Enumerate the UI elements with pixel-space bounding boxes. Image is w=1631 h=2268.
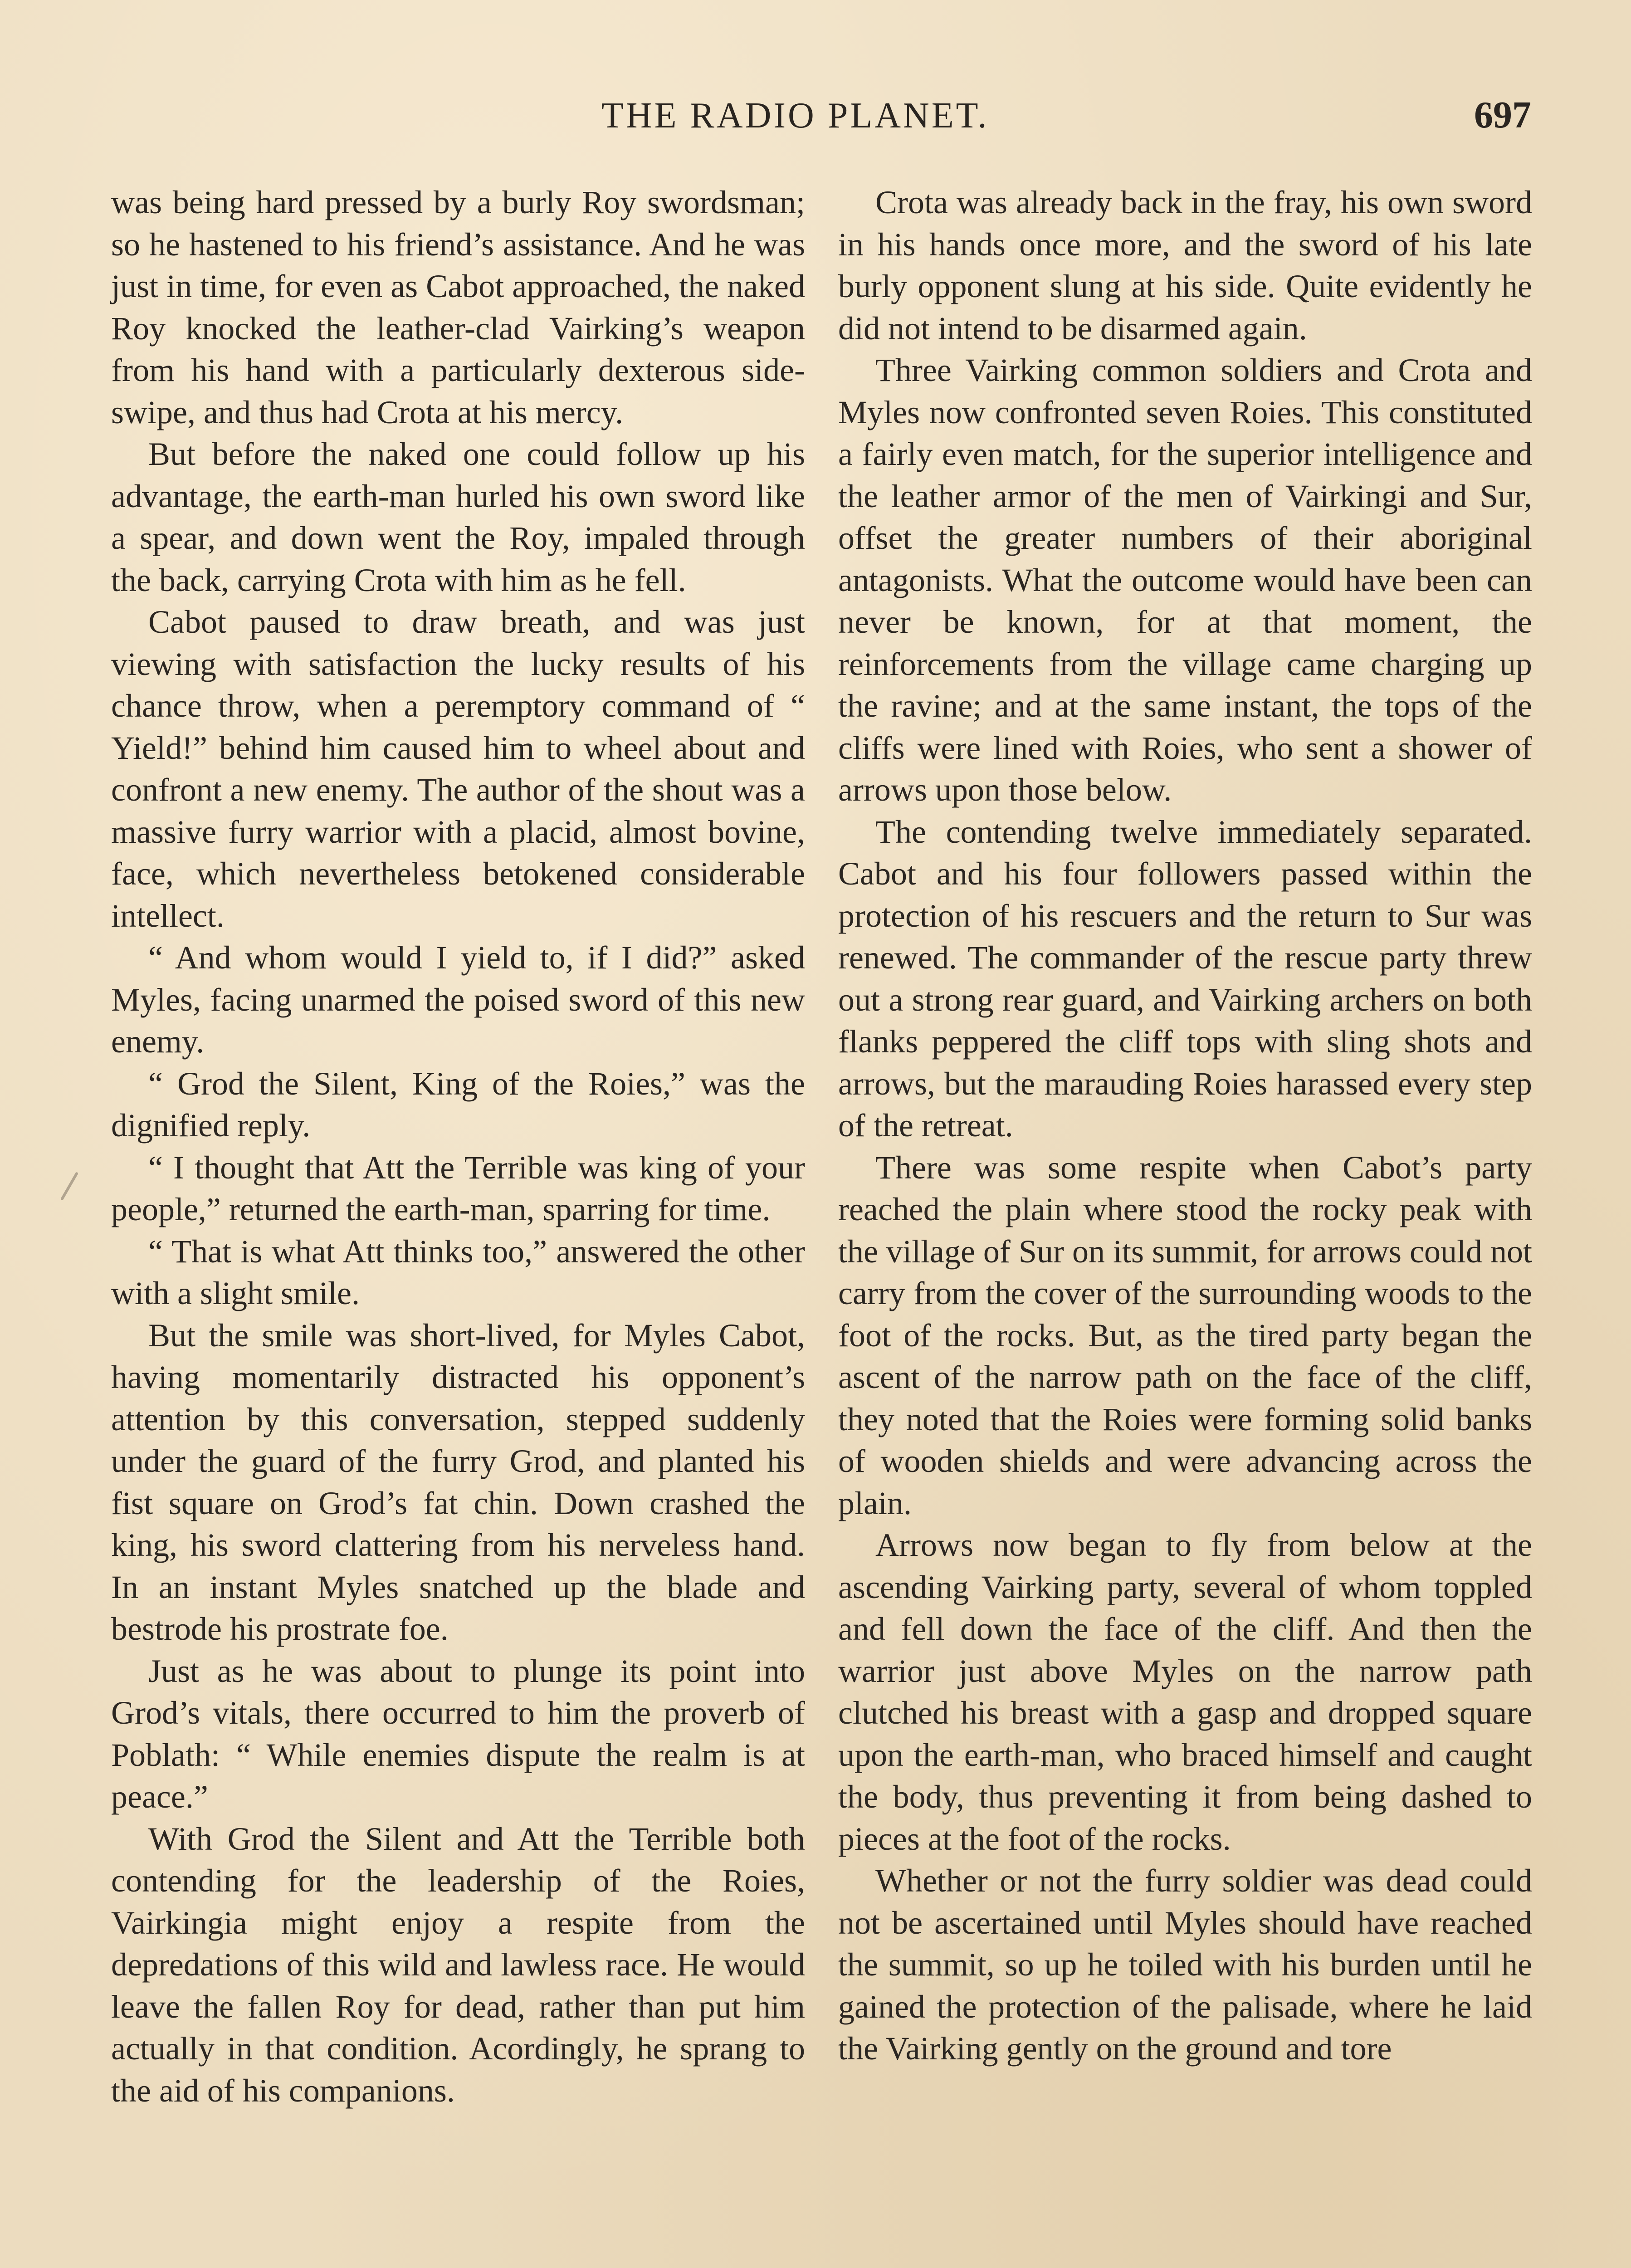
paragraph: Cabot paused to draw breath, and was just viewing with satisfaction the lucky results of his chance throw, when a peremptory command of “ Yield!” behind him caused him to wheel about and confront a new enemy. The author of the shout was a massive furry warrior with a placid, almost bovine, face, which nevertheless betokened considerable intellect. bbox=[111, 604, 805, 934]
paragraph: “ That is what Att thinks too,” answered the other with a slight smile. bbox=[111, 1233, 805, 1311]
paragraph: Crota was already back in the fray, his own sword in his hands once more, and the sword of his late burly opponent slung at his side. Quite evidently he did not intend to be disarmed again. bbox=[838, 184, 1532, 347]
left-text-column bbox=[111, 181, 805, 2112]
paragraph: But before the naked one could follow up his advantage, the earth-man hurled his own sword like a spear, and down went the Roy, impaled through the back, carrying Crota with him as he fell. bbox=[111, 436, 805, 598]
paragraph: There was some respite when Cabot’s party reached the plain where stood the rocky peak with the village of Sur on its summit, for arrows could not carry from the cover of the surrounding woods to the foot of the rocks. But, as the tired party began the ascent of the narrow path on the face of the cliff, they noted that the Roies were forming solid banks of wooden shields and were advancing across the plain. bbox=[838, 1149, 1532, 1521]
ink-smudge bbox=[60, 1172, 78, 1201]
paragraph: Just as he was about to plunge its point into Grod’s vitals, there occurred to him the proverb of Poblath: “ While enemies dispute the realm is at peace.” bbox=[111, 1652, 805, 1815]
paragraph: The contending twelve immediately separated. Cabot and his four followers passed within the protection of his rescuers and the return to Sur was renewed. The commander of the rescue party threw out a strong rear guard, and Vairking archers on both flanks peppered the cliff tops with sling shots and arrows, but the marauding Roies harassed every step of the retreat. bbox=[838, 813, 1532, 1144]
paragraph: Whether or not the furry soldier was dead could not be ascertained until Myles should have reached the summit, so up he toiled with his burden until he gained the protection of the palisade, where he laid the Vairking gently on the ground and tore bbox=[838, 1862, 1532, 2067]
paragraph: But the smile was short-lived, for Myles Cabot, having momentarily distracted his opponent’s attention by this conversation, stepped suddenly under the guard of the furry Grod, and planted his fist square on Grod’s fat chin. Down crashed the king, his sword clattering from his nerveless hand. In an instant Myles snatched up the blade and bestrode his prostrate foe. bbox=[111, 1317, 805, 1647]
paragraph: “ And whom would I yield to, if I did?” asked Myles, facing unarmed the poised sword of this new enemy. bbox=[111, 939, 805, 1060]
paragraph: was being hard pressed by a burly Roy swordsman; so he hastened to his friend’s assistance. And he was just in time, for even as Cabot approached, the naked Roy knocked the leather-clad Vairking’s weapon from his hand with a particularly dexterous side-swipe, and thus had Crota at his mercy. bbox=[111, 184, 805, 430]
paragraph: Arrows now began to fly from below at the ascending Vairking party, several of whom toppled and fell down the face of the cliff. And then the warrior just above Myles on the narrow path clutched his breast with a gasp and dropped square upon the earth-man, who braced himself and caught the body, thus preventing it from being dashed to pieces at the foot of the rocks. bbox=[838, 1527, 1532, 1857]
paragraph: With Grod the Silent and Att the Terrible both contending for the leadership of the Roies, Vairkingia might enjoy a respite from the depredations of this wild and lawless race. He would leave the fallen Roy for dead, rather than put him actually in that condition. Acordingly, he sprang to the aid of his companions. bbox=[111, 1820, 805, 2109]
paragraph: “ I thought that Att the Terrible was king of your people,” returned the earth-man, sparring for time. bbox=[111, 1149, 805, 1227]
running-head-title: THE RADIO PLANET. bbox=[601, 96, 989, 136]
page-number: 697 bbox=[1474, 94, 1531, 136]
right-text-column bbox=[838, 181, 1532, 2070]
paragraph: Three Vairking common soldiers and Crota and Myles now confronted seven Roies. This constituted a fairly even match, for the superior intelligence and the leather armor of the men of Vairkingi and Sur, offset the greater numbers of their aboriginal antagonists. What the outcome would have been can never be known, for at that moment, the reinforcements from the village came charging up the ravine; and at the same instant, the tops of the cliffs were lined with Roies, who sent a shower of arrows upon those below. bbox=[838, 352, 1532, 808]
paragraph: “ Grod the Silent, King of the Roies,” was the dignified reply. bbox=[111, 1065, 805, 1144]
